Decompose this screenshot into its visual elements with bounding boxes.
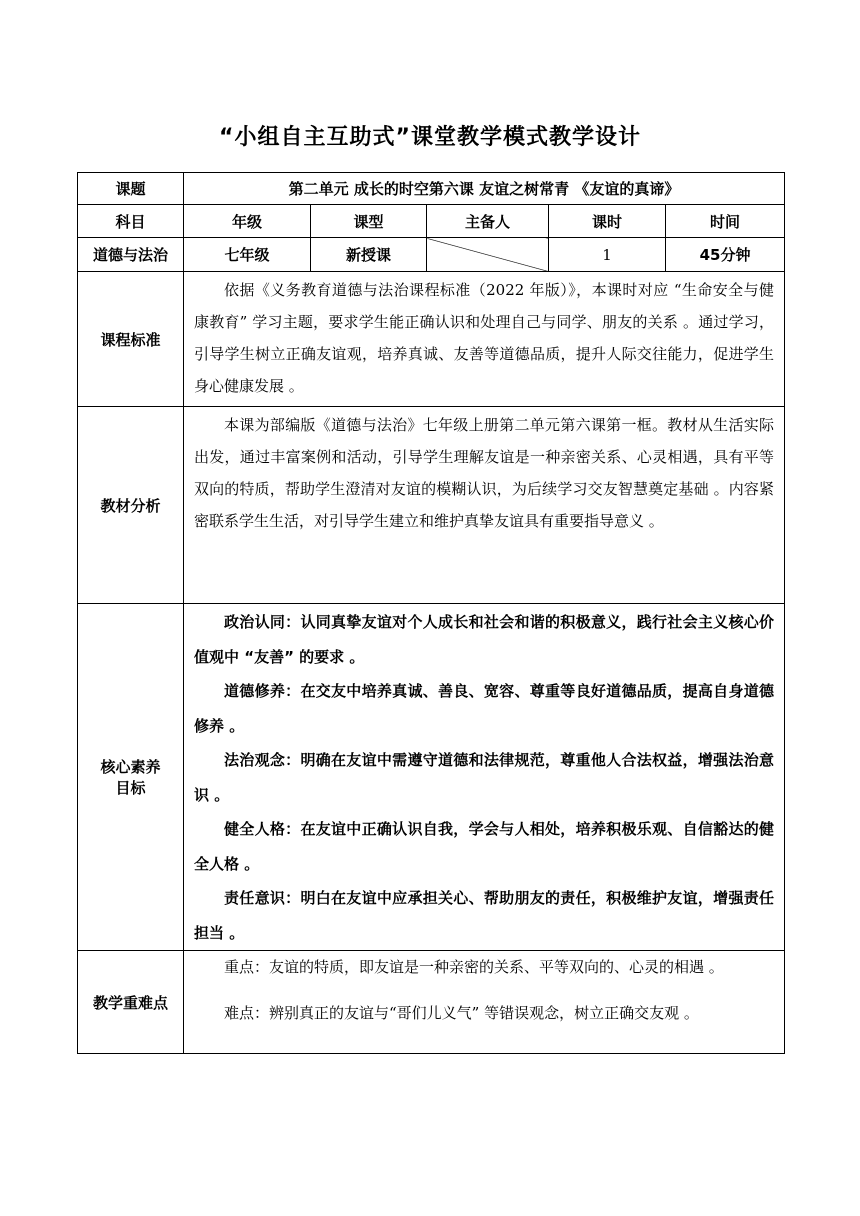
curriculum-row [78,272,785,407]
goal-law [194,743,774,812]
curriculum-text: 依据《义务教育道德与法治课程标准（2022 年版）》，本课时对应 “生命安全与健康教育” 学习主题，要求学生能正确认识和处理自己与同学、朋友的关系 。通过学习，引导学生树立正确友谊观，培养真诚、友善等道德品质，提升人际交往能力，促进学生身心健康发展 。 [194,281,775,395]
difficult-point-text: 辨别真正的友谊与“哥们儿义气” 等错误观念，树立正确交友观 。 [269,1004,699,1022]
core-cell [184,604,785,951]
keypoints-row [78,951,785,1054]
curriculum-cell [184,272,785,407]
goal-text: 认同真挚友谊对个人成长和社会和谐的积极意义，践行社会主义核心价值观中 “友善” 的要求 。 [194,613,775,666]
keypoints-cell [184,951,785,1054]
duration-value: 45分钟 [666,238,785,272]
core-row [78,604,785,951]
lesson-design-table [77,172,785,1054]
lesson-type-value: 新授课 [311,238,427,272]
info-header-row [78,205,785,238]
difficult-point [194,999,774,1027]
difficult-point-label: 难点： [224,1004,270,1022]
periods-value: 1 [549,238,666,272]
preparer-value [427,238,549,272]
goal-name: 法治观念： [224,751,301,769]
goal-text: 在友谊中正确认识自我，学会与人相处，培养积极乐观、自信豁达的健全人格 。 [194,820,775,873]
textbook-text: 本课为部编版《道德与法治》七年级上册第二单元第六课第一框。教材从生活实际出发，通过丰富案例和活动，引导学生理解友谊是一种亲密关系、心灵相遇，具有平等双向的特质，帮助学生澄清对友谊的模糊认识，为后续学习交友智慧奠定基础 。内容紧密联系学生生活，对引导学生建立和维护真挚友谊具有重要指导意义 。 [194,416,775,530]
goal-political [194,605,774,674]
goal-moral [194,674,774,743]
goal-text: 明确在友谊中需遵守道德和法律规范，尊重他人合法权益，增强法治意识 。 [194,751,775,804]
goal-personality [194,812,774,881]
header-periods: 课时 [549,205,666,238]
info-values-row [78,238,785,272]
core-label [78,604,184,951]
key-point-label: 重点： [224,958,270,976]
goal-name: 政治认同： [224,613,301,631]
goal-name: 健全人格： [224,820,301,838]
goal-text: 在交友中培养真诚、善良、宽容、尊重等良好道德品质，提高自身道德修养 。 [194,682,775,735]
subject-value: 道德与法治 [78,238,184,272]
grade-value: 七年级 [184,238,311,272]
textbook-row [78,407,785,604]
key-point-text: 友谊的特质，即友谊是一种亲密的关系、平等双向的、心灵的相遇 。 [269,958,724,976]
goal-name: 道德修养： [224,682,301,700]
key-point [194,953,774,981]
document-title: “小组自主互助式”课堂教学模式教学设计 [219,125,641,150]
topic-label: 课题 [78,173,184,205]
goal-responsibility [194,881,774,950]
core-label-line1: 核心素养 [100,758,161,776]
header-lesson-type: 课型 [311,205,427,238]
header-duration: 时间 [666,205,785,238]
goal-name: 责任意识： [224,889,301,907]
goal-text: 明白在友谊中应承担关心、帮助朋友的责任，积极维护友谊，增强责任担当 。 [194,889,775,942]
topic-row [78,173,785,205]
textbook-label: 教材分析 [78,407,184,604]
topic-value: 第二单元 成长的时空第六课 友谊之树常青 《友谊的真谛》 [184,173,785,205]
core-label-line2: 目标 [115,779,146,797]
header-subject: 科目 [78,205,184,238]
curriculum-label: 课程标准 [78,272,184,407]
header-preparer: 主备人 [427,205,549,238]
textbook-cell [184,407,785,604]
keypoints-label: 教学重难点 [78,951,184,1054]
header-grade: 年级 [184,205,311,238]
